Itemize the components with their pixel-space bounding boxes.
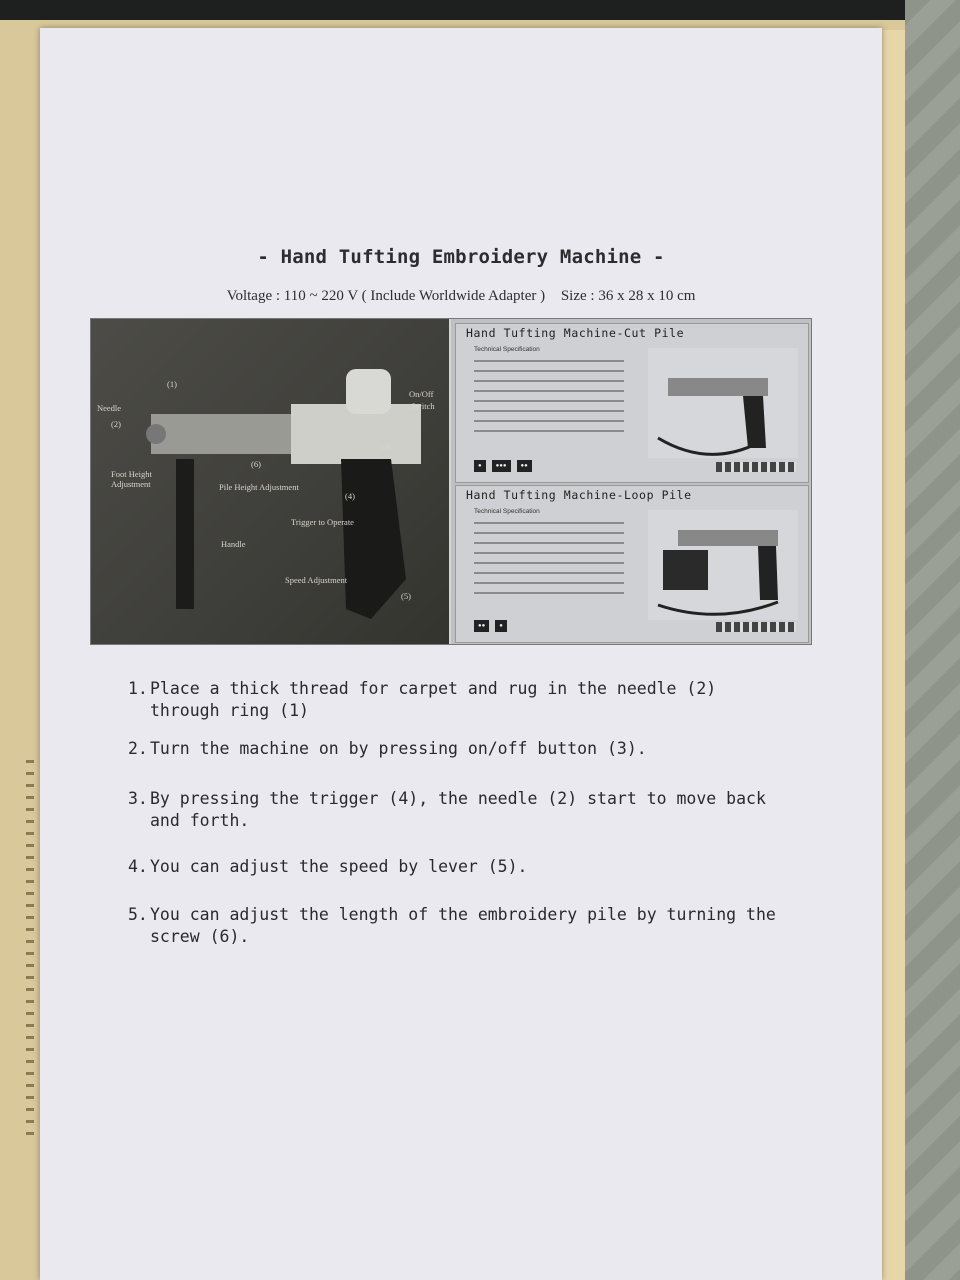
number-3: (3) <box>381 441 391 451</box>
machine-photo-left <box>91 319 449 644</box>
gun-grip <box>341 459 406 619</box>
loop-pile-panel <box>455 485 809 643</box>
step-text: You can adjust the speed by lever (5). <box>150 857 528 876</box>
number-6: (6) <box>251 459 261 469</box>
number-2: (2) <box>111 419 121 429</box>
cut-pile-thumbnail <box>648 348 798 458</box>
number-4: (4) <box>345 491 355 501</box>
logo-1: ● <box>474 460 486 472</box>
cut-pile-subheading: Technical Specification <box>474 346 540 353</box>
cut-pile-swatch <box>716 462 796 472</box>
label-speed: Speed Adjustment <box>285 575 348 585</box>
cutting-mat <box>905 0 960 1280</box>
loop-pile-heading: Hand Tufting Machine-Loop Pile <box>466 488 692 502</box>
step-text: You can adjust the length of the embroidery pile by turning the screw (6). <box>150 905 776 946</box>
voltage-text: Voltage : 110 ~ 220 V ( Include Worldwide Adapter ) <box>226 288 546 304</box>
machine-photo-right <box>451 319 811 644</box>
loop-pile-subheading: Technical Specification <box>474 508 540 515</box>
label-onoff: On/Off <box>409 389 434 399</box>
loop-pile-spec-rows <box>474 522 624 602</box>
step-number: 4. <box>128 857 148 876</box>
logo-4: ●● <box>474 620 489 632</box>
cut-pile-logos <box>474 455 538 474</box>
label-switch: Switch <box>411 401 435 411</box>
label-trigger: Trigger to Operate <box>291 517 354 527</box>
step-text: By pressing the trigger (4), the needle (2) start to move back and forth. <box>150 789 766 830</box>
gun-motor <box>346 369 391 414</box>
label-needle: Needle <box>97 403 122 413</box>
step-number: 5. <box>128 905 148 924</box>
number-5: (5) <box>401 591 411 601</box>
size-text: Size : 36 x 28 x 10 cm <box>560 288 696 304</box>
label-handle: Handle <box>221 539 246 549</box>
step-text: Turn the machine on by pressing on/off button (3). <box>150 739 647 758</box>
step-number: 1. <box>128 679 148 698</box>
logo-5: ● <box>495 620 507 632</box>
gun-handle <box>176 459 194 609</box>
document-title: - Hand Tufting Embroidery Machine - <box>257 246 665 268</box>
label-pile-height: Pile Height Adjustment <box>219 482 299 492</box>
loop-pile-swatch <box>716 622 796 632</box>
loop-pile-logos <box>474 615 513 634</box>
logo-3: ●● <box>517 460 532 472</box>
gun-ring <box>146 424 166 444</box>
number-1: (1) <box>167 379 177 389</box>
cut-pile-spec-rows <box>474 360 624 440</box>
machine-photo <box>90 318 812 645</box>
step-number: 3. <box>128 789 148 808</box>
loop-pile-thumbnail <box>648 510 798 620</box>
step-number: 2. <box>128 739 148 758</box>
label-foot-adjustment: Adjustment <box>111 479 151 489</box>
logo-2: ●●● <box>492 460 511 472</box>
cut-pile-panel <box>455 323 809 483</box>
label-foot-height: Foot Height <box>111 469 152 479</box>
instruction-sheet <box>40 28 882 1280</box>
cut-pile-heading: Hand Tufting Machine-Cut Pile <box>466 326 685 340</box>
folder-perforation <box>26 760 34 1140</box>
step-text: Place a thick thread for carpet and rug in the needle (2) through ring (1) <box>150 679 717 720</box>
spec-line <box>40 288 882 305</box>
